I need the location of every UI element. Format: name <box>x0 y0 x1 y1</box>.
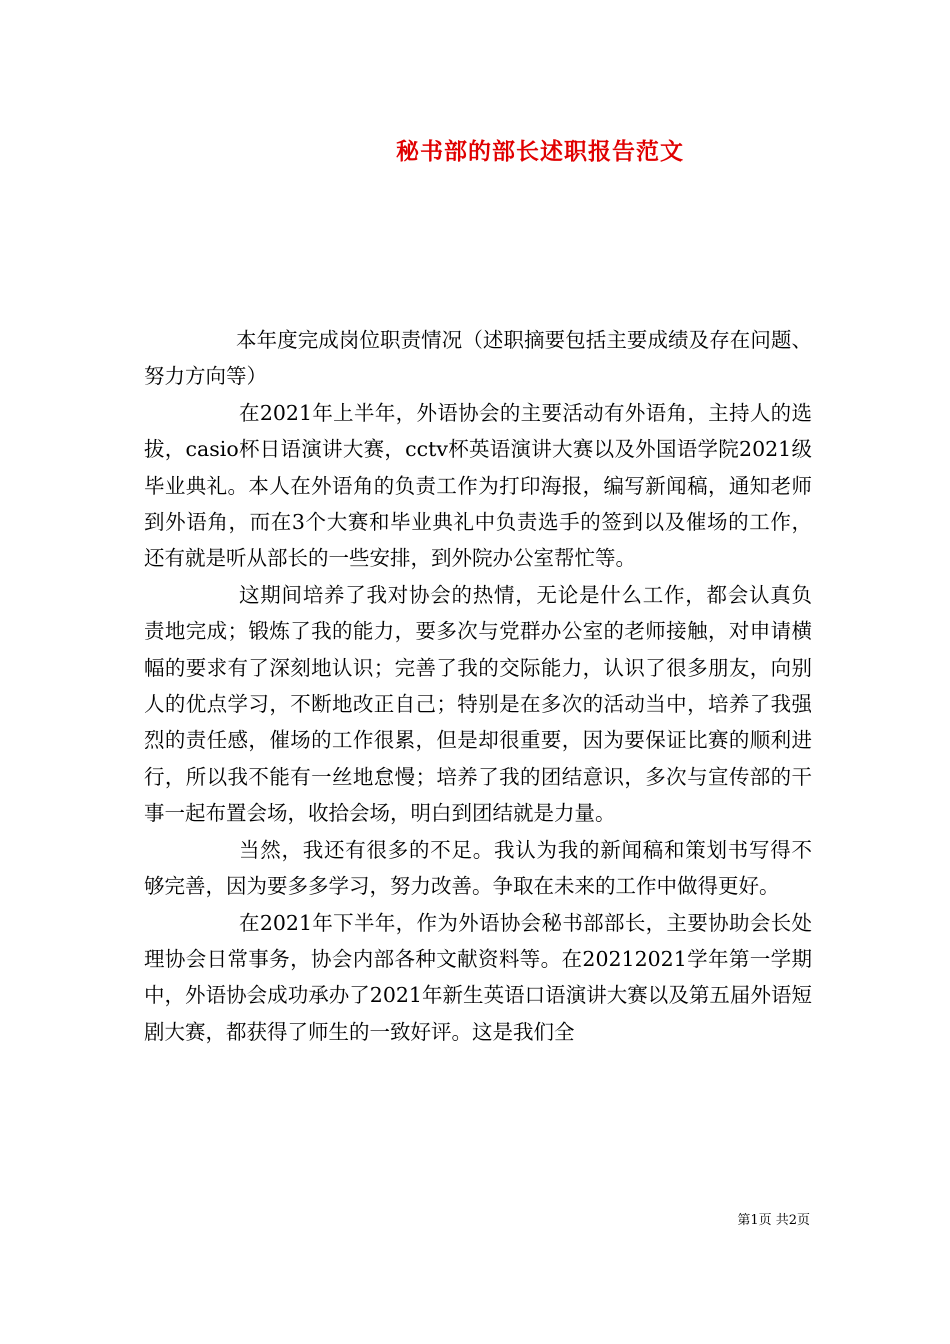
document-body <box>144 322 812 1050</box>
paragraph-second-half-year: 在2021年下半年，作为外语协会秘书部部长，主要协助会长处理协会日常事务，协会内部各种文献资料等。在20212021学年第一学期中，外语协会成功承办了2021年新生英语口语演讲大赛以及第五届外语短剧大赛，都获得了师生的一致好评。这是我们全 <box>144 910 812 1044</box>
paragraph-shortcomings: 当然，我还有很多的不足。我认为我的新闻稿和策划书写得不够完善，因为要多多学习，努力改善。争取在未来的工作中做得更好。 <box>144 837 812 899</box>
paragraph-summary: 本年度完成岗位职责情况（述职摘要包括主要成绩及存在问题、努力方向等） <box>144 328 812 389</box>
document-title: 秘书部的部长述职报告范文 <box>396 138 684 165</box>
paragraph-first-half-year: 在2021年上半年，外语协会的主要活动有外语角，主持人的选拔，casio杯日语演讲大赛，cctv杯英语演讲大赛以及外国语学院2021级毕业典礼。本人在外语角的负责工作为打印海报，编写新闻稿，通知老师到外语角，而在3个大赛和毕业典礼中负责选手的签到以及催场的工作，还有就是听从部长的一些安排，到外院办公室帮忙等。 <box>144 400 812 571</box>
paragraph-gains: 这期间培养了我对协会的热情，无论是什么工作，都会认真负责地完成；锻炼了我的能力，要多次与党群办公室的老师接触，对申请横幅的要求有了深刻地认识；完善了我的交际能力，认识了很多朋友，向别人的优点学习，不断地改正自己；特别是在多次的活动当中，培养了我强烈的责任感，催场的工作很累，但是却很重要，因为要保证比赛的顺利进行，所以我不能有一丝地怠慢；培养了我的团结意识，多次与宣传部的干事一起布置会场，收拾会场，明白到团结就是力量。 <box>144 582 812 826</box>
page-footer: 第1页 共2页 <box>737 1213 810 1228</box>
